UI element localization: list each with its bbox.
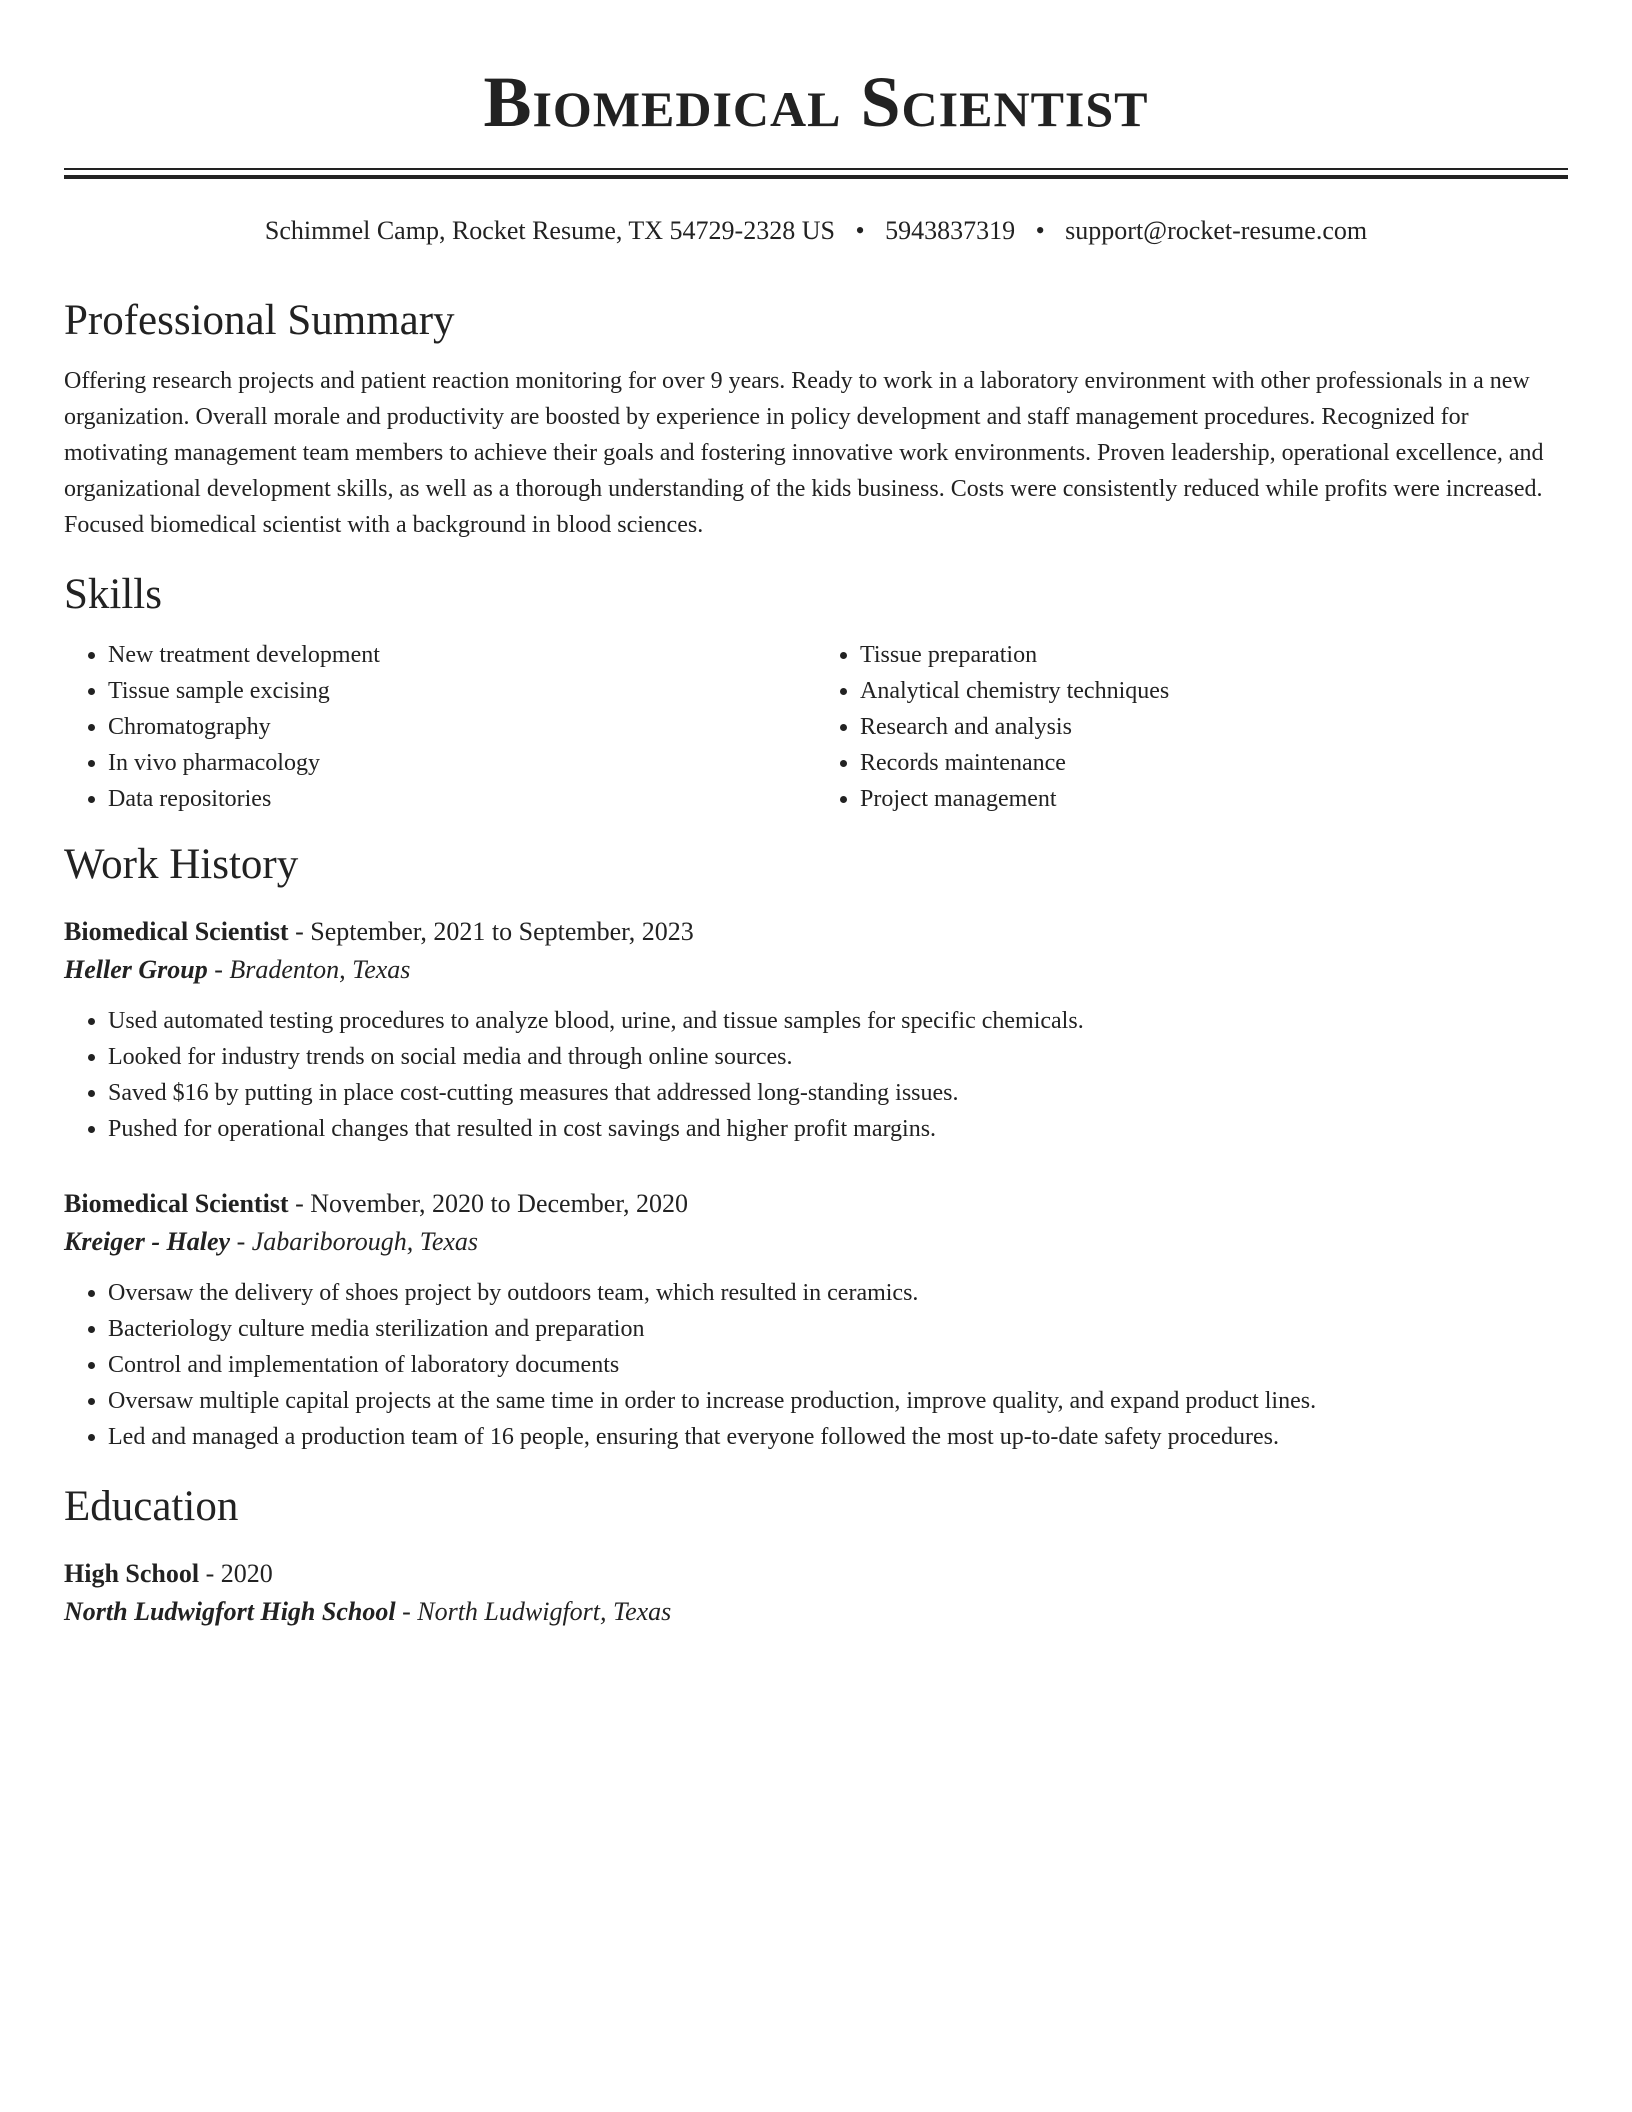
skill-item: • Chromatography	[108, 709, 816, 745]
job-bullet: • Control and implementation of laboratory documents	[108, 1347, 1568, 1383]
job-bullet: • Bacteriology culture media sterilization and preparation	[108, 1311, 1568, 1347]
education-school-line	[64, 1593, 1568, 1631]
resume-name: Biomedical Scientist	[483, 62, 1149, 142]
job-bullet: • Led and managed a production team of 16 people, ensuring that everyone followed the most up-to-date safety procedures.	[108, 1419, 1568, 1455]
contact-separator: •	[855, 216, 865, 245]
skill-item: • Research and analysis	[860, 709, 1568, 745]
work-history-heading: Work History	[64, 841, 299, 888]
header-rule-thin	[64, 168, 1568, 170]
education-location: - North Ludwigfort, Texas	[395, 1597, 672, 1626]
job-bullet: • Oversaw multiple capital projects at the same time in order to increase production, improve quality, and expand product lines.	[108, 1383, 1568, 1419]
summary-text: Offering research projects and patient reaction monitoring for over 9 years. Ready to work in a laboratory environment with other professionals in a new organization. Overall morale and productivity are boosted by experience in policy development and staff management procedures. Recognized for motivating management team members to achieve their goals and fostering innovative work environments. Proven leadership, operational excellence, and organizational development skills, as well as a thorough understanding of the kids business. Costs were consistently reduced while profits were increased. Focused biomedical scientist with a background in blood sciences.	[64, 368, 1544, 538]
education-degree: High School	[64, 1559, 200, 1588]
skills-column-right	[816, 637, 1568, 817]
contact-address: Schimmel Camp, Rocket Resume, TX 54729-2328 US	[264, 216, 835, 245]
job-bullets	[64, 1003, 1568, 1147]
skill-item: • Tissue sample excising	[108, 673, 816, 709]
job-bullet: • Saved $16 by putting in place cost-cutting measures that addressed long-standing issues.	[108, 1075, 1568, 1111]
education-school: North Ludwigfort High School	[64, 1597, 396, 1626]
skills-heading: Skills	[64, 571, 162, 618]
job-bullet: • Pushed for operational changes that resulted in cost savings and higher profit margins.	[108, 1111, 1568, 1147]
job-role: Biomedical Scientist	[64, 1189, 289, 1218]
contact-email: support@rocket-resume.com	[1065, 216, 1368, 245]
skill-item: • Records maintenance	[860, 745, 1568, 781]
job-company-line	[64, 951, 1568, 989]
job-entry	[64, 1185, 1568, 1455]
skills-list	[64, 637, 1568, 817]
skill-item: • Data repositories	[108, 781, 816, 817]
job-company: Heller Group	[64, 955, 208, 984]
skill-item: • In vivo pharmacology	[108, 745, 816, 781]
job-bullet: • Used automated testing procedures to analyze blood, urine, and tissue samples for specific chemicals.	[108, 1003, 1568, 1039]
education-degree-line	[64, 1555, 1568, 1593]
education-heading: Education	[64, 1483, 239, 1530]
job-dates: - November, 2020 to December, 2020	[288, 1189, 688, 1218]
header-rule-thick	[64, 175, 1568, 179]
contact-line	[64, 213, 1568, 249]
job-company-line	[64, 1223, 1568, 1261]
summary-heading: Professional Summary	[64, 297, 455, 344]
contact-separator: •	[1035, 216, 1045, 245]
job-role: Biomedical Scientist	[64, 917, 289, 946]
job-bullet: • Looked for industry trends on social media and through online sources.	[108, 1039, 1568, 1075]
job-title-line	[64, 913, 1568, 951]
skill-item: • Project management	[860, 781, 1568, 817]
job-location: - Jabariborough, Texas	[230, 1227, 479, 1256]
skill-item: • New treatment development	[108, 637, 816, 673]
contact-phone: 5943837319	[885, 216, 1016, 245]
skills-column-left	[64, 637, 816, 817]
skill-item: • Analytical chemistry techniques	[860, 673, 1568, 709]
job-location: - Bradenton, Texas	[207, 955, 411, 984]
job-bullets	[64, 1275, 1568, 1455]
job-dates: - September, 2021 to September, 2023	[288, 917, 694, 946]
education-year: - 2020	[199, 1559, 273, 1588]
job-entry	[64, 913, 1568, 1147]
skill-item: • Tissue preparation	[860, 637, 1568, 673]
job-bullet: • Oversaw the delivery of shoes project by outdoors team, which resulted in ceramics.	[108, 1275, 1568, 1311]
job-company: Kreiger - Haley	[64, 1227, 231, 1256]
job-title-line	[64, 1185, 1568, 1223]
